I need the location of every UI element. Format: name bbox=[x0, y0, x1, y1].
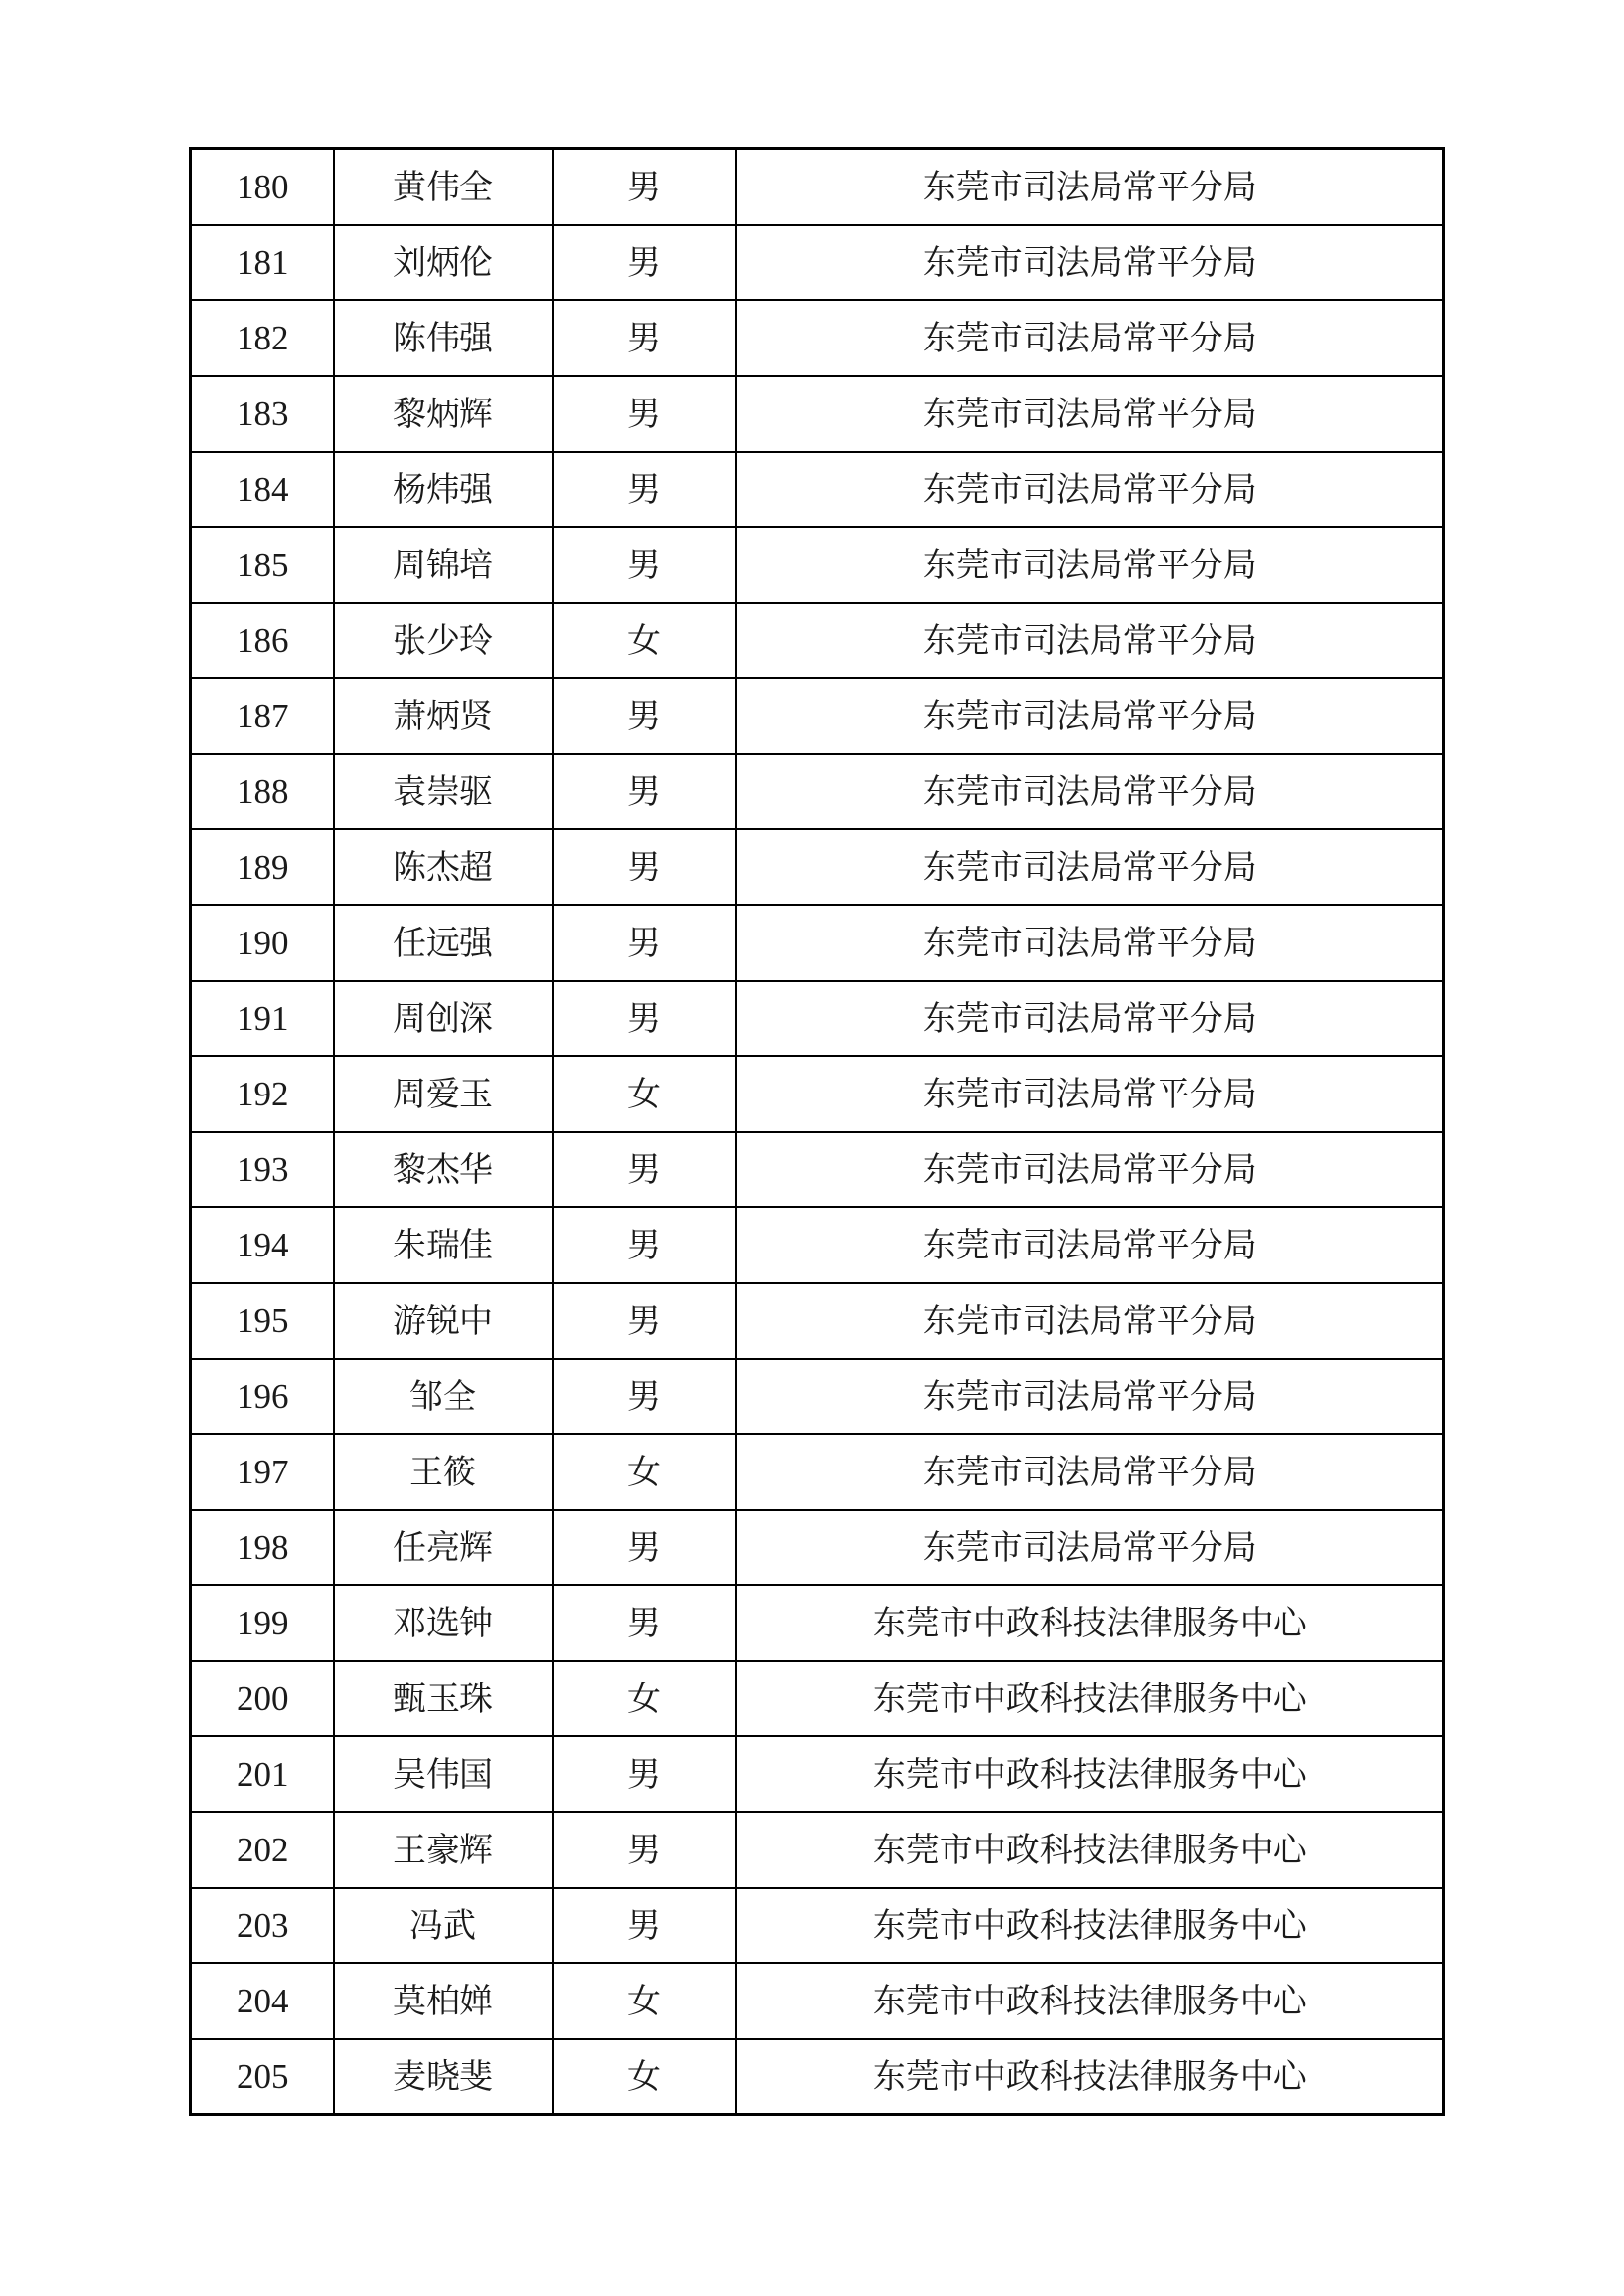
gender-cell: 男 bbox=[553, 754, 736, 829]
row-number-cell: 199 bbox=[191, 1585, 334, 1661]
name-cell: 游锐中 bbox=[334, 1283, 553, 1359]
unit-cell: 东莞市司法局常平分局 bbox=[736, 527, 1444, 603]
table-row bbox=[191, 300, 1444, 376]
row-number-cell: 182 bbox=[191, 300, 334, 376]
gender-cell: 男 bbox=[553, 300, 736, 376]
unit-cell: 东莞市司法局常平分局 bbox=[736, 603, 1444, 678]
table-row bbox=[191, 1132, 1444, 1207]
unit-cell: 东莞市司法局常平分局 bbox=[736, 678, 1444, 754]
table-row bbox=[191, 149, 1444, 226]
gender-cell: 男 bbox=[553, 905, 736, 981]
row-number-cell: 205 bbox=[191, 2039, 334, 2115]
gender-cell: 男 bbox=[553, 1132, 736, 1207]
unit-cell: 东莞市中政科技法律服务中心 bbox=[736, 1963, 1444, 2039]
roster-table-body bbox=[191, 149, 1444, 2115]
table-row bbox=[191, 1207, 1444, 1283]
gender-cell: 男 bbox=[553, 1736, 736, 1812]
name-cell: 张少玲 bbox=[334, 603, 553, 678]
gender-cell: 男 bbox=[553, 527, 736, 603]
row-number-cell: 200 bbox=[191, 1661, 334, 1736]
name-cell: 周锦培 bbox=[334, 527, 553, 603]
table-row bbox=[191, 1056, 1444, 1132]
name-cell: 黎炳辉 bbox=[334, 376, 553, 452]
gender-cell: 男 bbox=[553, 1585, 736, 1661]
unit-cell: 东莞市中政科技法律服务中心 bbox=[736, 1888, 1444, 1963]
unit-cell: 东莞市中政科技法律服务中心 bbox=[736, 1585, 1444, 1661]
unit-cell: 东莞市中政科技法律服务中心 bbox=[736, 1812, 1444, 1888]
row-number-cell: 194 bbox=[191, 1207, 334, 1283]
table-row bbox=[191, 981, 1444, 1056]
name-cell: 陈伟强 bbox=[334, 300, 553, 376]
unit-cell: 东莞市司法局常平分局 bbox=[736, 225, 1444, 300]
table-row bbox=[191, 603, 1444, 678]
row-number-cell: 202 bbox=[191, 1812, 334, 1888]
row-number-cell: 185 bbox=[191, 527, 334, 603]
row-number-cell: 201 bbox=[191, 1736, 334, 1812]
name-cell: 黎杰华 bbox=[334, 1132, 553, 1207]
table-row bbox=[191, 1812, 1444, 1888]
gender-cell: 男 bbox=[553, 225, 736, 300]
table-row bbox=[191, 1963, 1444, 2039]
name-cell: 王筱 bbox=[334, 1434, 553, 1510]
table-row bbox=[191, 376, 1444, 452]
row-number-cell: 191 bbox=[191, 981, 334, 1056]
unit-cell: 东莞市司法局常平分局 bbox=[736, 905, 1444, 981]
table-row bbox=[191, 1359, 1444, 1434]
unit-cell: 东莞市司法局常平分局 bbox=[736, 1359, 1444, 1434]
unit-cell: 东莞市司法局常平分局 bbox=[736, 829, 1444, 905]
gender-cell: 男 bbox=[553, 1888, 736, 1963]
name-cell: 袁崇驱 bbox=[334, 754, 553, 829]
unit-cell: 东莞市司法局常平分局 bbox=[736, 300, 1444, 376]
unit-cell: 东莞市中政科技法律服务中心 bbox=[736, 1661, 1444, 1736]
row-number-cell: 203 bbox=[191, 1888, 334, 1963]
row-number-cell: 195 bbox=[191, 1283, 334, 1359]
row-number-cell: 188 bbox=[191, 754, 334, 829]
name-cell: 冯武 bbox=[334, 1888, 553, 1963]
name-cell: 吴伟国 bbox=[334, 1736, 553, 1812]
name-cell: 刘炳伦 bbox=[334, 225, 553, 300]
unit-cell: 东莞市司法局常平分局 bbox=[736, 376, 1444, 452]
name-cell: 麦晓斐 bbox=[334, 2039, 553, 2115]
name-cell: 任远强 bbox=[334, 905, 553, 981]
row-number-cell: 197 bbox=[191, 1434, 334, 1510]
table-row bbox=[191, 1434, 1444, 1510]
table-row bbox=[191, 1585, 1444, 1661]
unit-cell: 东莞市司法局常平分局 bbox=[736, 1434, 1444, 1510]
row-number-cell: 189 bbox=[191, 829, 334, 905]
row-number-cell: 198 bbox=[191, 1510, 334, 1585]
gender-cell: 男 bbox=[553, 376, 736, 452]
gender-cell: 男 bbox=[553, 1812, 736, 1888]
gender-cell: 女 bbox=[553, 1963, 736, 2039]
name-cell: 甄玉珠 bbox=[334, 1661, 553, 1736]
row-number-cell: 180 bbox=[191, 149, 334, 226]
name-cell: 邹全 bbox=[334, 1359, 553, 1434]
name-cell: 萧炳贤 bbox=[334, 678, 553, 754]
unit-cell: 东莞市司法局常平分局 bbox=[736, 1510, 1444, 1585]
name-cell: 邓选钟 bbox=[334, 1585, 553, 1661]
gender-cell: 女 bbox=[553, 1661, 736, 1736]
table-row bbox=[191, 452, 1444, 527]
unit-cell: 东莞市司法局常平分局 bbox=[736, 981, 1444, 1056]
row-number-cell: 186 bbox=[191, 603, 334, 678]
unit-cell: 东莞市中政科技法律服务中心 bbox=[736, 1736, 1444, 1812]
gender-cell: 女 bbox=[553, 1434, 736, 1510]
gender-cell: 男 bbox=[553, 829, 736, 905]
unit-cell: 东莞市司法局常平分局 bbox=[736, 1132, 1444, 1207]
name-cell: 黄伟全 bbox=[334, 149, 553, 226]
row-number-cell: 204 bbox=[191, 1963, 334, 2039]
unit-cell: 东莞市司法局常平分局 bbox=[736, 1283, 1444, 1359]
gender-cell: 女 bbox=[553, 2039, 736, 2115]
name-cell: 任亮辉 bbox=[334, 1510, 553, 1585]
name-cell: 莫柏婵 bbox=[334, 1963, 553, 2039]
table-row bbox=[191, 1661, 1444, 1736]
table-row bbox=[191, 527, 1444, 603]
table-row bbox=[191, 829, 1444, 905]
gender-cell: 女 bbox=[553, 603, 736, 678]
row-number-cell: 187 bbox=[191, 678, 334, 754]
unit-cell: 东莞市司法局常平分局 bbox=[736, 452, 1444, 527]
name-cell: 王豪辉 bbox=[334, 1812, 553, 1888]
row-number-cell: 190 bbox=[191, 905, 334, 981]
row-number-cell: 184 bbox=[191, 452, 334, 527]
name-cell: 陈杰超 bbox=[334, 829, 553, 905]
table-row bbox=[191, 1283, 1444, 1359]
unit-cell: 东莞市司法局常平分局 bbox=[736, 149, 1444, 226]
unit-cell: 东莞市司法局常平分局 bbox=[736, 1056, 1444, 1132]
unit-cell: 东莞市司法局常平分局 bbox=[736, 1207, 1444, 1283]
gender-cell: 女 bbox=[553, 1056, 736, 1132]
row-number-cell: 181 bbox=[191, 225, 334, 300]
row-number-cell: 193 bbox=[191, 1132, 334, 1207]
row-number-cell: 196 bbox=[191, 1359, 334, 1434]
gender-cell: 男 bbox=[553, 452, 736, 527]
unit-cell: 东莞市司法局常平分局 bbox=[736, 754, 1444, 829]
gender-cell: 男 bbox=[553, 149, 736, 226]
row-number-cell: 192 bbox=[191, 1056, 334, 1132]
table-row bbox=[191, 905, 1444, 981]
gender-cell: 男 bbox=[553, 678, 736, 754]
gender-cell: 男 bbox=[553, 1283, 736, 1359]
table-row bbox=[191, 2039, 1444, 2115]
unit-cell: 东莞市中政科技法律服务中心 bbox=[736, 2039, 1444, 2115]
name-cell: 朱瑞佳 bbox=[334, 1207, 553, 1283]
gender-cell: 男 bbox=[553, 981, 736, 1056]
table-row bbox=[191, 225, 1444, 300]
table-row bbox=[191, 754, 1444, 829]
roster-table bbox=[189, 147, 1445, 2116]
name-cell: 周创深 bbox=[334, 981, 553, 1056]
gender-cell: 男 bbox=[553, 1359, 736, 1434]
table-row bbox=[191, 1510, 1444, 1585]
table-row bbox=[191, 678, 1444, 754]
gender-cell: 男 bbox=[553, 1207, 736, 1283]
row-number-cell: 183 bbox=[191, 376, 334, 452]
name-cell: 周爱玉 bbox=[334, 1056, 553, 1132]
table-row bbox=[191, 1736, 1444, 1812]
name-cell: 杨炜强 bbox=[334, 452, 553, 527]
gender-cell: 男 bbox=[553, 1510, 736, 1585]
table-row bbox=[191, 1888, 1444, 1963]
